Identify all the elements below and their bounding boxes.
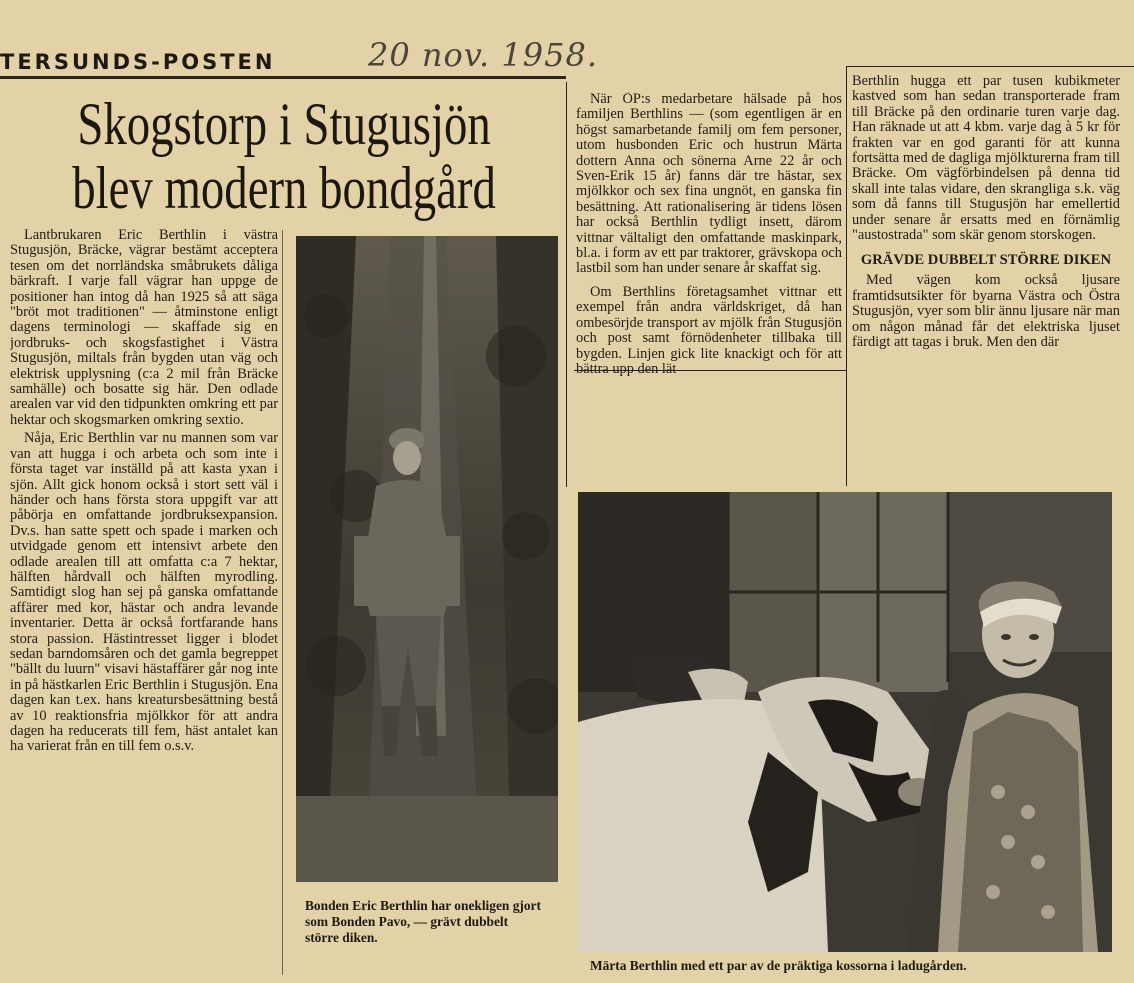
barn-photo-image <box>578 492 1112 952</box>
paragraph: Lantbrukaren Eric Berthlin i västra Stugusjön, Bräcke, vägrar bestämt acceptera tesen om det norrländska småbrukets dåliga bärkraft. I varje fall vägrar han uppge de positioner han intog då han 1925 så att säga "bröt mot traditionen" — åtminstone enligt dagens terminologi — skaffade sig en jordbruks- och skogsfastighet i Västra Stugusjön, miltals från bygden utan väg och elektrisk upplysning (c:a 2 mil från Bräcke samhälle) och bosatte sig här. Den odlade arealen var vid den tidpunkten omkring ett par hektar och skogsmarken omkring sextio. <box>10 228 278 428</box>
headline <box>6 91 496 224</box>
column-divider <box>282 230 283 975</box>
masthead: TERSUNDS-POSTEN <box>0 50 276 74</box>
article-column-3 <box>576 92 842 484</box>
headline-line-2: blev modern bondgård <box>72 155 496 221</box>
column-divider <box>566 82 567 487</box>
subheading: GRÄVDE DUBBELT STÖRRE DIKEN <box>860 252 1112 269</box>
farmer-photo <box>296 236 558 882</box>
article-column-1 <box>10 228 278 976</box>
barn-photo <box>578 492 1112 952</box>
handwritten-date: 20 nov. 1958. <box>368 36 598 74</box>
headline-line-1: Skogstorp i Stugusjön <box>77 91 491 157</box>
masthead-rule <box>0 76 566 79</box>
paragraph: Med vägen kom också ljusare framtidsutsikter för byarna Västra och Östra Stugusjön, vyer som blir ännu ljusare när man om någon månad får det elektriska ljuset färdigt att tagas i bruk. Men den där <box>852 272 1120 351</box>
paragraph: När ÖP:s medarbetare hälsade på hos familjen Berthlins — (som egentligen är en högst samarbetande familj om fem personer, utom husbonden Eric och hustrun Märta dottern Anna och sönerna Arne 22 år och Sven-Erik 15 år) fanns där tre hästar, sex mjölkkor och sex fina ungnöt, en ganska fin besättning. Att rationalisering är tidens lösen har också Berthlin tydligt insett, därom vittnar vältaligt den omfattande maskinpark, bl.a. i form av ett par traktorer, grävskopa och lastbil som han under senare år skaffat sig. <box>576 92 842 277</box>
paragraph: Om Berthlins företagsamhet vittnar ett exempel från andra världskriget, då han ombesörjde transport av mjölk från Stugusjön och post samt förnödenheter tillbaka till bygden. Linjen gick lite knackigt och för att bättra upp den lät <box>576 283 842 377</box>
paragraph: Nåja, Eric Berthlin var nu mannen som var van att hugga i och arbeta och som inte i första taget var inställd på att kasta yxan i sjön. Allt gick honom också i stort sett väl i händer och hans första stora uppgift var att påbörja en omfattande jordbruksexpansion. Dv.s. han satte spett och spade i marken och utvidgade genom ett intensivt arbete den odlade arealen till att omfatta c:a 7 hektar, hälften hårdvall och hälften myrodling. Samtidigt slog han sej på ganska omfattande affärer med kor, hästar och andra levande inventarier. Detta är också fortfarande hans stora passion. Hästintresset ligger i blodet sedan barndomsåren och det gamla begreppet "bällt du luurn" visavi hästaffärer går nog inte in på hästkarlen Eric Berthlin i Stugusjön. Ena dagen kan t.ex. hans kreatursbesättning bestå av 10 reaktionsfria mjölkkor för att andra dagen ha reducerats till fem, häst antalet kan ha varierat från en till fem o.s.v. <box>10 430 278 755</box>
paragraph: Berthlin hugga ett par tusen kubikmeter kastved som han sedan transporterade fram till Bräcke på den ordinarie turen varje dag. Han räknade ut att 4 kbm. varje dag à 5 kr för frakten var en god garanti för att kunna fortsätta med de dagliga mjölkturerna fram till Bräcke. Om vägförbindelsen på denna tid skall inte talas vidare, den skrangliga s.k. väg som då fanns till Stugusjön har emellertid under senare år ersatts med en förnämlig "austostrada" som skär genom storskogen. <box>852 74 1120 244</box>
barn-photo-caption: Märta Berthlin med ett par av de präktiga kossorna i ladugården. <box>590 958 967 973</box>
column-divider <box>846 66 847 486</box>
farmer-photo-caption: Bonden Eric Berthlin har onekligen gjort som Bonden Pavo, — grävt dubbelt större diken. <box>305 898 541 945</box>
section-rule <box>846 66 1134 67</box>
article-column-4 <box>852 74 1120 484</box>
farmer-photo-image <box>296 236 558 882</box>
